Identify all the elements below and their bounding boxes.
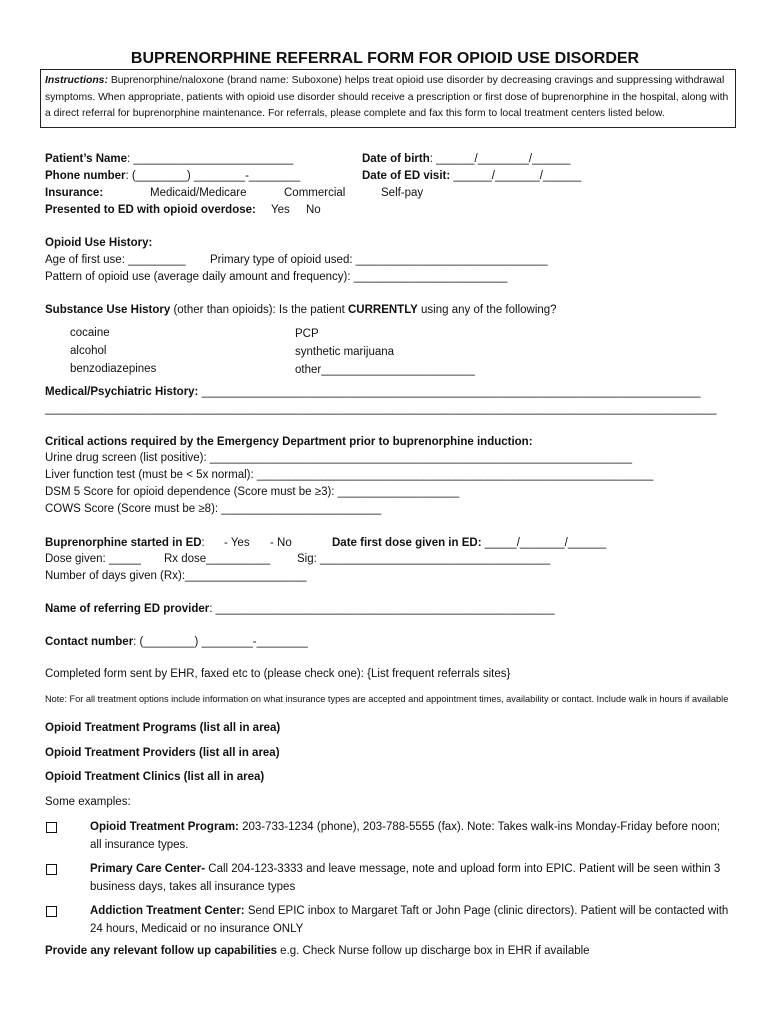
bup-started-no[interactable]: - No [270, 537, 292, 549]
bup-started-colon: : [201, 537, 205, 549]
liver-test-field[interactable]: Liver function test (must be < 5x normal): ______________________________________________________________ [45, 469, 654, 481]
insurance-option-medicaid[interactable]: Medicaid/Medicare [150, 187, 247, 199]
some-examples-label: Some examples: [45, 796, 131, 808]
patient-name-field[interactable] [45, 153, 293, 165]
list-treatment-clinics: Opioid Treatment Clinics (list all in area) [45, 771, 265, 783]
first-dose-line: _____/_______/______ [481, 537, 607, 549]
substance-item-other[interactable]: other________________________ [295, 364, 475, 376]
opioid-history-heading: Opioid Use History: [45, 237, 153, 249]
contact-number-line: : (________) ________-________ [133, 636, 308, 648]
example-text: Send EPIC inbox to Margaret Taft or John Page (clinic directors). Patient will be contacted with 24 hours, Medicaid or no insurance ONLY [90, 905, 729, 935]
referring-provider-label: Name of referring ED provider [45, 603, 210, 615]
bup-started-yes[interactable]: - Yes [224, 537, 250, 549]
dsm-score-field[interactable]: DSM 5 Score for opioid dependence (Score must be ≥3): ___________________ [45, 486, 460, 498]
critical-actions-heading: Critical actions required by the Emergency Department prior to buprenorphine induction: [45, 436, 533, 448]
checkbox-primary-care-center[interactable] [46, 864, 57, 875]
example-text: 203-733-1234 (phone), 203-788-5555 (fax). Note: Takes walk-ins Monday-Friday before noon; all insurance types. [90, 821, 721, 851]
ed-visit-field[interactable] [362, 170, 581, 182]
overdose-no-option[interactable]: No [306, 204, 321, 216]
list-treatment-providers: Opioid Treatment Providers (list all in area) [45, 747, 280, 759]
medical-history-line2[interactable]: _________________________________________________________________________________________________________ [45, 403, 717, 415]
medical-history-line1: ______________________________________________________________________________ [198, 386, 701, 398]
dose-given-field[interactable]: Dose given: _____ [45, 553, 141, 565]
substance-item-alcohol[interactable]: alcohol [70, 345, 107, 357]
contact-number-label: Contact number [45, 636, 134, 648]
list-treatment-programs: Opioid Treatment Programs (list all in area) [45, 722, 281, 734]
substance-heading-bold: Substance Use History [45, 304, 171, 316]
cows-score-field[interactable]: COWS Score (Score must be ≥8): _________________________ [45, 503, 382, 515]
primary-opioid-field[interactable]: Primary type of opioid used: ______________________________ [210, 254, 548, 266]
phone-line: : (________) ________-________ [125, 170, 301, 182]
substance-heading-caps: CURRENTLY [347, 304, 418, 316]
checkbox-opioid-treatment-program[interactable] [46, 822, 57, 833]
example-opioid-treatment-program [90, 819, 730, 854]
example-name: Addiction Treatment Center: [90, 905, 245, 917]
contact-number-field[interactable] [45, 636, 308, 648]
opioid-pattern-field[interactable]: Pattern of opioid use (average daily amount and frequency): ________________________ [45, 271, 508, 283]
ed-visit-line: ______/_______/______ [453, 170, 582, 182]
example-name: Primary Care Center- [90, 863, 206, 875]
completed-form-text: Completed form sent by EHR, faxed etc to (please check one): {List frequent referrals sites} [45, 668, 511, 680]
insurance-option-selfpay[interactable]: Self-pay [381, 187, 424, 199]
dob-label: Date of birth [362, 153, 430, 165]
overdose-yes-option[interactable]: Yes [271, 204, 290, 216]
medical-history-field[interactable] [45, 386, 700, 398]
example-addiction-treatment-center [90, 903, 730, 938]
instructions-label: Instructions: [45, 75, 108, 86]
substance-item-pcp[interactable]: PCP [295, 328, 319, 340]
ed-visit-label: Date of ED visit: [362, 170, 451, 182]
followup-bold: Provide any relevant follow up capabilities [45, 945, 277, 957]
bup-started-label: Buprenorphine started in ED [45, 537, 202, 549]
treatment-note: Note: For all treatment options include information on what insurance types are accepted and appointment times, availability or contact. Include walk in hours if available [45, 694, 729, 704]
phone-label: Phone number [45, 170, 126, 182]
followup-line [45, 945, 590, 957]
checkbox-addiction-treatment-center[interactable] [46, 906, 57, 917]
rx-dose-field[interactable]: Rx dose__________ [164, 553, 271, 565]
followup-text: e.g. Check Nurse follow up discharge box in EHR if available [276, 945, 590, 957]
overdose-label: Presented to ED with opioid overdose: [45, 204, 256, 216]
bup-started-label-wrap [45, 537, 205, 549]
example-name: Opioid Treatment Program: [90, 821, 239, 833]
example-primary-care-center [90, 861, 730, 896]
dob-field[interactable] [362, 153, 570, 165]
medical-history-label: Medical/Psychiatric History: [45, 386, 199, 398]
patient-name-line: : _________________________ [127, 153, 294, 165]
referring-provider-field[interactable] [45, 603, 555, 615]
form-title: BUPRENORPHINE REFERRAL FORM FOR OPIOID USE DISORDER [130, 50, 640, 67]
substance-item-synthetic-marijuana[interactable]: synthetic marijuana [295, 346, 395, 358]
first-dose-label: Date first dose given in ED: [332, 537, 482, 549]
first-dose-date-field[interactable] [332, 537, 606, 549]
substance-item-cocaine[interactable]: cocaine [70, 327, 110, 339]
substance-item-benzodiazepines[interactable]: benzodiazepines [70, 363, 157, 375]
instructions-box [40, 69, 736, 128]
insurance-option-commercial[interactable]: Commercial [284, 187, 346, 199]
phone-field[interactable] [45, 170, 300, 182]
urine-screen-field[interactable]: Urine drug screen (list positive): __________________________________________________________________ [45, 452, 633, 464]
substance-heading-mid: (other than opioids): Is the patient [170, 304, 348, 316]
days-given-field[interactable]: Number of days given (Rx):___________________ [45, 570, 307, 582]
substance-heading [45, 304, 557, 316]
sig-field[interactable]: Sig: ____________________________________ [297, 553, 551, 565]
age-first-use-field[interactable]: Age of first use: _________ [45, 254, 186, 266]
insurance-label: Insurance: [45, 187, 104, 199]
referring-provider-line: : _____________________________________________________ [209, 603, 555, 615]
substance-heading-end: using any of the following? [417, 304, 557, 316]
instructions-text: Buprenorphine/naloxone (brand name: Suboxone) helps treat opioid use disorder by decreasing cravings and suppressing withdrawal symptoms. When appropriate, patients with opioid use disorder should receive a prescription or first dose of buprenorphine in the hospital, along with a direct referral for buprenorphine maintenance. For referrals, please complete and fax this form to local treatment centers listed below. [45, 75, 729, 119]
dob-line: : ______/________/______ [429, 153, 571, 165]
patient-name-label: Patient’s Name [45, 153, 128, 165]
example-text: Call 204-123-3333 and leave message, note and upload form into EPIC. Patient will be seen within 3 business days, takes all insurance types [90, 863, 721, 893]
